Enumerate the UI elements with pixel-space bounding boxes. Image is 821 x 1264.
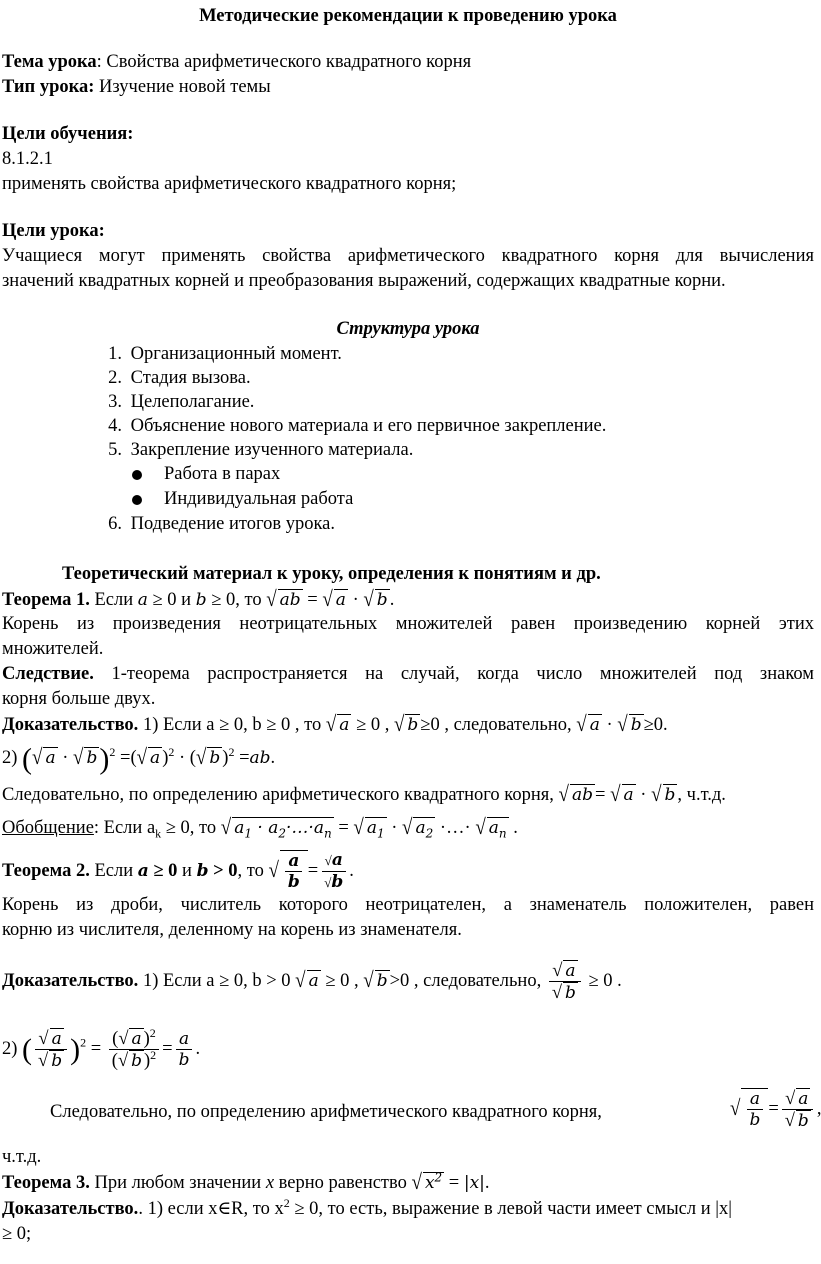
theorem-1-text-1: Корень из произведения неотрицательных множителей равен произведению корней этих: [2, 614, 814, 634]
structure-title: Структура урока: [336, 319, 480, 339]
list-item: 2. Стадия вызова.: [108, 368, 251, 388]
learning-goal-text: применять свойства арифметического квадратного корня;: [2, 174, 457, 194]
learning-goals-label: Цели обучения:: [2, 124, 134, 144]
proof-3-line2: ≥ 0;: [2, 1224, 32, 1244]
theorem-2: Теорема 2. Если a ≥ 0 и b > 0, то √ $\frac{a}{b}$ = $\frac{√a}{√b}$ .: [2, 850, 354, 892]
learning-goal-code: 8.1.2.1: [2, 149, 53, 169]
topic-line: [2, 50, 814, 75]
lesson-goals-line2: значений квадратных корней и преобразования выражений, содержащих квадратные корни.: [2, 271, 726, 291]
bullet-icon: [132, 470, 142, 480]
proof-2-step-2: 2) ( $\frac{√ a}{√ b}$ )$^2$ = $\frac{(√ a )^2}{(√ b )^2}$ = $\frac{a}{b}$ .: [2, 1025, 201, 1071]
conclusion-2: Следовательно, по определению арифметического квадратного корня,: [50, 1102, 602, 1122]
radical-icon: √: [363, 587, 374, 612]
proof-1-step-1: Доказательство. 1) Если a ≥ 0, b ≥ 0 , то √ a ≥ 0 , √ b ≥0 , следовательно, √ a · √ b ≥0.: [2, 712, 668, 737]
radical-icon: √: [266, 587, 277, 612]
conclusion-2-formula: √ $\frac{a}{b}$ = $\frac{√ a}{√ b}$ ,: [730, 1089, 821, 1131]
list-subitem: Индивидуальная работа: [132, 487, 353, 512]
bullet-icon: [132, 495, 142, 505]
lesson-goals-label: Цели урока:: [2, 221, 105, 241]
list-item: 5. Закрепление изученного материала.: [108, 440, 414, 460]
radical-icon: √: [322, 587, 333, 612]
topic-label: Тема урока: [2, 52, 97, 72]
theory-title: Теоретический материал к уроку, определения к понятиям и др.: [62, 564, 601, 584]
theorem-3: Теорема 3. При любом значении x верно равенство √ $x^2 = |x|$.: [2, 1170, 490, 1195]
list-item: 3. Целеполагание.: [108, 392, 255, 412]
theorem-2-text-2: корню из числителя, деленному на корень из знаменателя.: [2, 920, 462, 940]
corollary-line2: корня больше двух.: [2, 689, 156, 709]
type-label: Тип урока:: [2, 77, 95, 97]
corollary-line1: Следствие. 1-теорема распространяется на случай, когда число множителей под знаком: [2, 664, 814, 684]
generalization: Обобщение: Если $a_k \ge 0$, то √ $a_1$ · $a_2\cdot\dots\cdot a_n$ = √ $a_1$ · √ $a_2$ ·…· √ $a_n$ .: [2, 815, 518, 841]
qed-2: ч.т.д.: [2, 1147, 42, 1167]
list-item: 4. Объяснение нового материала и его первичное закрепление.: [108, 416, 607, 436]
proof-1-step-2: 2) (√ a · √ b)$^2$ =(√ a )$^2$ · (√ b )$^2$ =ab.: [2, 742, 276, 776]
conclusion-1: Следовательно, по определению арифметического квадратного корня, √ ab = √ a · √ b , ч.т.д.: [2, 782, 726, 807]
topic-value: : Свойства арифметического квадратного корня: [96, 52, 472, 72]
proof-2-step-1: Доказательство. 1) Если a ≥ 0, b > 0 √ a ≥ 0 , √ b >0 , следовательно, $\frac{√ a}{√ b}$ ≥ 0 .: [2, 961, 622, 1003]
type-line: [2, 75, 814, 100]
theorem-1-text-2: множителей.: [2, 639, 104, 659]
proof-3-line1: Доказательство.. 1) если x∈R, то $x^2 \ge 0$, то есть, выражение в левой части имеет смысл и |x|: [2, 1195, 732, 1219]
theorem-1: Теорема 1. Если a ≥ 0 и b ≥ 0, то √ ab = √ a · √ b .: [2, 587, 814, 613]
list-item: 1. Организационный момент.: [108, 344, 342, 364]
type-value: Изучение новой темы: [94, 77, 271, 97]
list-subitem: Работа в парах: [132, 462, 280, 487]
list-item: 6. Подведение итогов урока.: [108, 514, 335, 534]
lesson-goals-line1: Учащиеся могут применять свойства арифметического квадратного корня для вычисления: [2, 246, 814, 266]
theorem-2-text-1: Корень из дроби, числитель которого неотрицателен, а знаменатель положителен, равен: [2, 895, 814, 915]
document-title: Методические рекомендации к проведению урока: [199, 6, 617, 26]
